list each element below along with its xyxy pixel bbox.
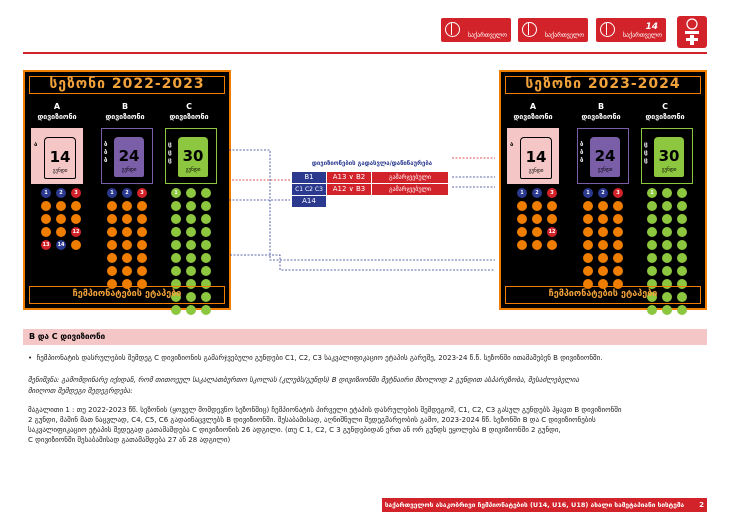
footer-bar: საქართველოს ასაკობრივი ჩემპიონატების (U14, U16, U18) ახალი სამეტაპიანი სისტემა bbox=[382, 498, 707, 512]
division-a-label: A დივიზიონი bbox=[513, 102, 553, 121]
team-ball-icon: 2 bbox=[56, 188, 66, 198]
division-b-unit: გუნდი bbox=[121, 167, 137, 173]
transfer-left-3: A14 bbox=[292, 196, 326, 207]
section-title: B და C დივიზიონი bbox=[23, 329, 707, 345]
division-c-label: C დივიზიონი bbox=[169, 102, 209, 121]
division-a-count: 14 bbox=[525, 148, 547, 166]
division-a-label: A დივიზიონი bbox=[37, 102, 77, 121]
team-ball-icon: 14 bbox=[57, 242, 65, 248]
season-title: სეზონი 2022-2023 bbox=[29, 76, 225, 94]
team-ball-icon: 1 bbox=[647, 188, 657, 198]
logo-caption: საქართველო bbox=[622, 32, 662, 39]
division-a-unit: გუნდი bbox=[528, 168, 544, 174]
transfer-label: დივიზიონების გადასვლა/დაწინაურება bbox=[311, 160, 433, 167]
division-a-vertical: ა bbox=[510, 141, 514, 148]
season-title: სეზონი 2023-2024 bbox=[505, 76, 701, 94]
team-ball-icon: 2 bbox=[122, 188, 132, 198]
team-ball-icon: 2 bbox=[532, 188, 542, 198]
team-ball-icon: 3 bbox=[137, 188, 147, 198]
note-line-2: მიიღოთ შემდეგი შედეგრდება: bbox=[28, 387, 133, 395]
transfer-right-1: გამარჯვებული bbox=[372, 172, 448, 183]
transfer-mid-2: A12 ∨ B3 bbox=[327, 184, 371, 195]
division-a-vertical: ა bbox=[34, 141, 38, 148]
transfer-mid-1: A13 ∨ B2 bbox=[327, 172, 371, 183]
division-b-unit: გუნდი bbox=[597, 167, 613, 173]
division-a-count: 14 bbox=[49, 148, 71, 166]
division-b-label: B დივიზიონი bbox=[581, 102, 621, 121]
transfer-left-2: C1 C2 C3 bbox=[292, 184, 326, 195]
transfer-right-2: გამარჯვებული bbox=[372, 184, 448, 195]
bullet-text: • ჩემპიონატის დასრულების შემდეგ C დივიზიონის გამარჯვებული გუნდები C1, C2, C3 საკვალიფიკაციო ეტაპის გარეშე, 2023-24 წ.წ. სეზონში ითამაშებენ B დივიზიონში. bbox=[28, 354, 603, 362]
team-ball-icon: 12 bbox=[548, 229, 556, 235]
team-ball-icon: 1 bbox=[107, 188, 117, 198]
team-ball-icon: 3 bbox=[547, 188, 557, 198]
division-b-count: 24 bbox=[118, 147, 140, 165]
division-b-vertical: ბ ბ ბ bbox=[580, 141, 584, 164]
team-ball-icon: 1 bbox=[41, 188, 51, 198]
team-ball-icon: 12 bbox=[72, 229, 80, 235]
team-ball-icon: 3 bbox=[613, 188, 623, 198]
division-c-count: 30 bbox=[182, 147, 204, 165]
team-ball-icon: 13 bbox=[42, 242, 50, 248]
division-b-label: B დივიზიონი bbox=[105, 102, 145, 121]
team-ball-icon: 1 bbox=[517, 188, 527, 198]
division-a-unit: გუნდი bbox=[52, 168, 68, 174]
division-b-vertical: ბ ბ ბ bbox=[104, 141, 108, 164]
note-line-1: შენიშვნა: გამომდინარე იქიდან, რომ თითოეულ საკალათბურთო სკოლას (კლუბს/გუნდს) B დივიზიონში მეტნაირი მხოლოდ 2 გუნდით ასპარეზობა, შესაძლებელია bbox=[28, 376, 580, 384]
championship-stages-label: ჩემპიონატების ეტაპები bbox=[29, 286, 225, 304]
transfer-left-1: B1 bbox=[292, 172, 326, 183]
division-c-unit: გუნდი bbox=[185, 167, 201, 173]
example-line-4: C დივიზიონში შესაბამისად გათამაშდება 27 ან 28 ადგილი) bbox=[28, 436, 231, 444]
logo-caption: საქართველო bbox=[544, 32, 584, 39]
division-c-vertical: ც ც ც bbox=[168, 141, 172, 164]
division-b-count: 24 bbox=[594, 147, 616, 165]
team-ball-icon: 3 bbox=[71, 188, 81, 198]
division-c-vertical: ც ც ც bbox=[644, 141, 648, 164]
example-line-2: 2 გუნდი, მაშინ მათ ნაცვლად, C4, C5, C6 გადაინაცვლებს B დივიზიონში. შესაბამისად, აღნიშნული შედეგმარეობის გამო, 2023-2024 წწ. სეზონში B და C დივიზიონების bbox=[28, 416, 596, 424]
division-c-label: C დივიზიონი bbox=[645, 102, 685, 121]
logo-tag: 14 bbox=[645, 22, 658, 32]
example-line-1: მაგალითი 1 : თუ 2022-2023 წწ. სეზონის (ყოველ მომდევნო სეზონშიც) ჩემპიონატის პირველი ეტაპის დასრულების შემდეგომ, C1, C2, C3 გასულ გუნდებს ჰყავთ B დივიზიონში bbox=[28, 406, 622, 414]
team-ball-icon: 1 bbox=[171, 188, 181, 198]
championship-stages-label: ჩემპიონატების ეტაპები bbox=[505, 286, 701, 304]
division-c-count: 30 bbox=[658, 147, 680, 165]
division-c-unit: გუნდი bbox=[661, 167, 677, 173]
example-line-3: საკვალიფიკაციო ეტაპის შედეგად გათამაშდება C დივიზიონის 26 ადგილი. (თუ C 1, C2, C 3 გუნდებიდან ერთ ან ორ გუნდს ეყოლება B დივიზიონში 2 გუნდი, bbox=[28, 426, 561, 434]
logo-caption: საქართველო bbox=[467, 32, 507, 39]
team-ball-icon: 2 bbox=[598, 188, 608, 198]
page-number: 2 bbox=[699, 501, 704, 509]
team-ball-icon: 1 bbox=[583, 188, 593, 198]
